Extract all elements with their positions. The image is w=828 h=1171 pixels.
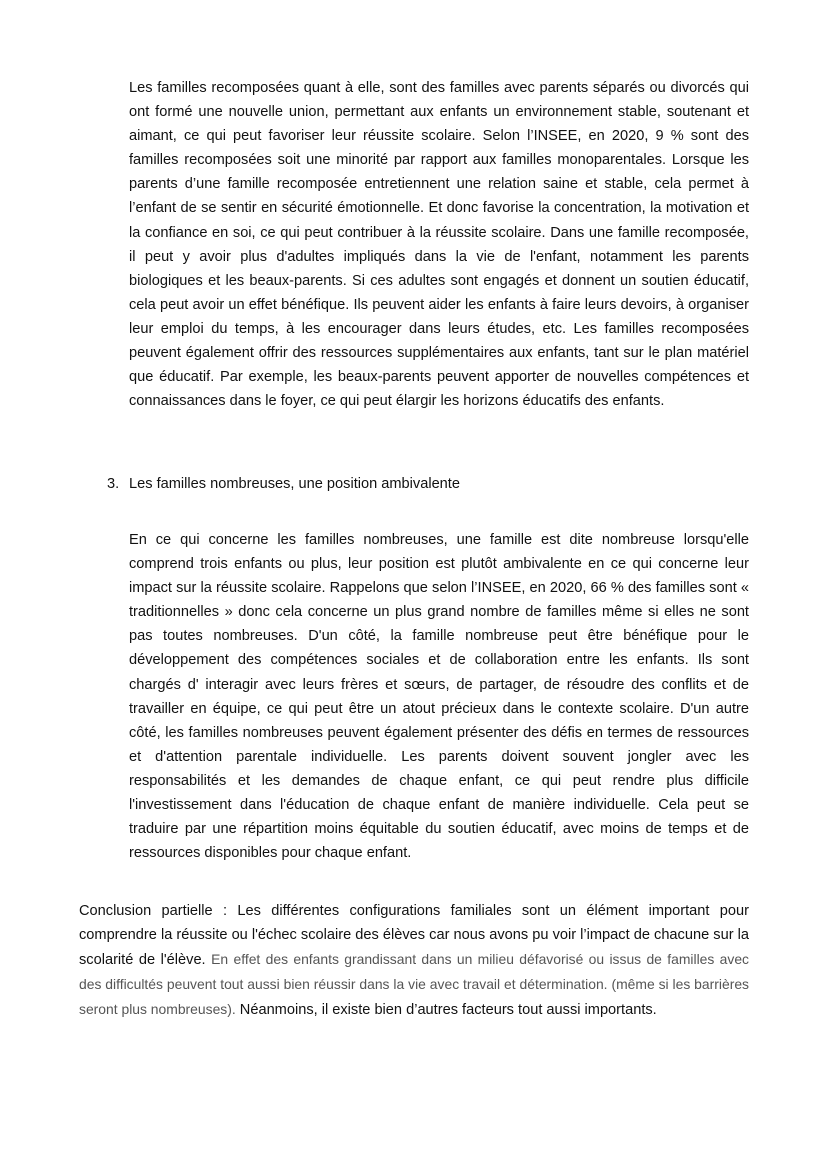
section-number: 3. xyxy=(107,476,120,492)
paragraph-large-families: En ce qui concerne les familles nombreuses, une famille est dite nombreuse lorsqu'elle comprend trois enfants ou plus, leur position est plutôt ambivalente en ce qui concerne leur impact sur la réussite scolaire. Rappelons que selon l’INSEE, en 2020, 66 % des familles sont « traditionnelles » donc cela concerne un plus grand nombre de familles même si elles ne sont pas toutes nombreuses. D'un côté, la famille nombreuse peut être bénéfique pour le développement des compétences sociales et de collaboration entre les enfants. Ils sont chargés d' interagir avec leurs frères et sœurs, de partager, de résoudre des conflits et de travailler en équipe, ce qui peut être un atout précieux dans le contexte scolaire. D'un autre côté, les familles nombreuses peuvent également présenter des défis en termes de ressources et d'attention parentale individuelle. Les parents doivent souvent jongler avec les responsabilités et les demandes de chaque enfant, ce qui peut rendre plus difficile l'investissement dans l'éducation de chaque enfant de manière individuelle. Cela peut se traduire par une répartition moins équitable du soutien éducatif, avec moins de temps et de ressources disponibles pour chaque enfant. xyxy=(129,532,749,862)
section-title: Les familles nombreuses, une position ambivalente xyxy=(129,476,460,492)
section-heading xyxy=(107,472,460,496)
conclusion-final-text: Néanmoins, il existe bien d’autres facteurs tout aussi importants. xyxy=(239,1002,657,1019)
paragraph-recomposed-families: Les familles recomposées quant à elle, sont des familles avec parents séparés ou divorcés qui ont formé une nouvelle union, permettant aux enfants un environnement stable, soutenant et aimant, ce qui peut favoriser leur réussite scolaire. Selon l’INSEE, en 2020, 9 % sont des familles recomposées soit une minorité par rapport aux familles monoparentales. Lorsque les parents d’une famille recomposée entretiennent une relation saine et stable, cela permet à l’enfant de se sentir en sécurité émotionnelle. Et donc favorise la concentration, la motivation et la confiance en soi, ce qui peut contribuer à la réussite scolaire. Dans une famille recomposée, il peut y avoir plus d'adultes impliqués dans la vie de l'enfant, notamment les parents biologiques et les beaux-parents. Si ces adultes sont engagés et donnent un soutien éducatif, cela peut avoir un effet bénéfique. Ils peuvent aider les enfants à faire leurs devoirs, à organiser leur emploi du temps, à les encourager dans leurs études, etc. Les familles recomposées peuvent également offrir des ressources supplémentaires aux enfants, tant sur le plan matériel que éducatif. Par exemple, les beaux-parents peuvent apporter de nouvelles compétences et connaissances dans le foyer, ce qui peut élargir les horizons éducatifs des enfants. xyxy=(129,80,749,410)
conclusion-main-text: Conclusion partielle : Les différentes configurations familiales sont un élément important pour comprendre la réussite ou l'échec scolaire des élèves car nous avons pu voir l’impact de chacune sur la scolarité de l'élève. xyxy=(79,903,749,969)
partial-conclusion xyxy=(79,899,749,1022)
conclusion-inserted-text: En effet des enfants grandissant dans un milieu défavorisé ou issus de familles avec des difficultés peuvent tout aussi bien réussir dans la vie avec travail et détermination. (même si les barrières seront plus nombreuses). xyxy=(79,951,750,1018)
